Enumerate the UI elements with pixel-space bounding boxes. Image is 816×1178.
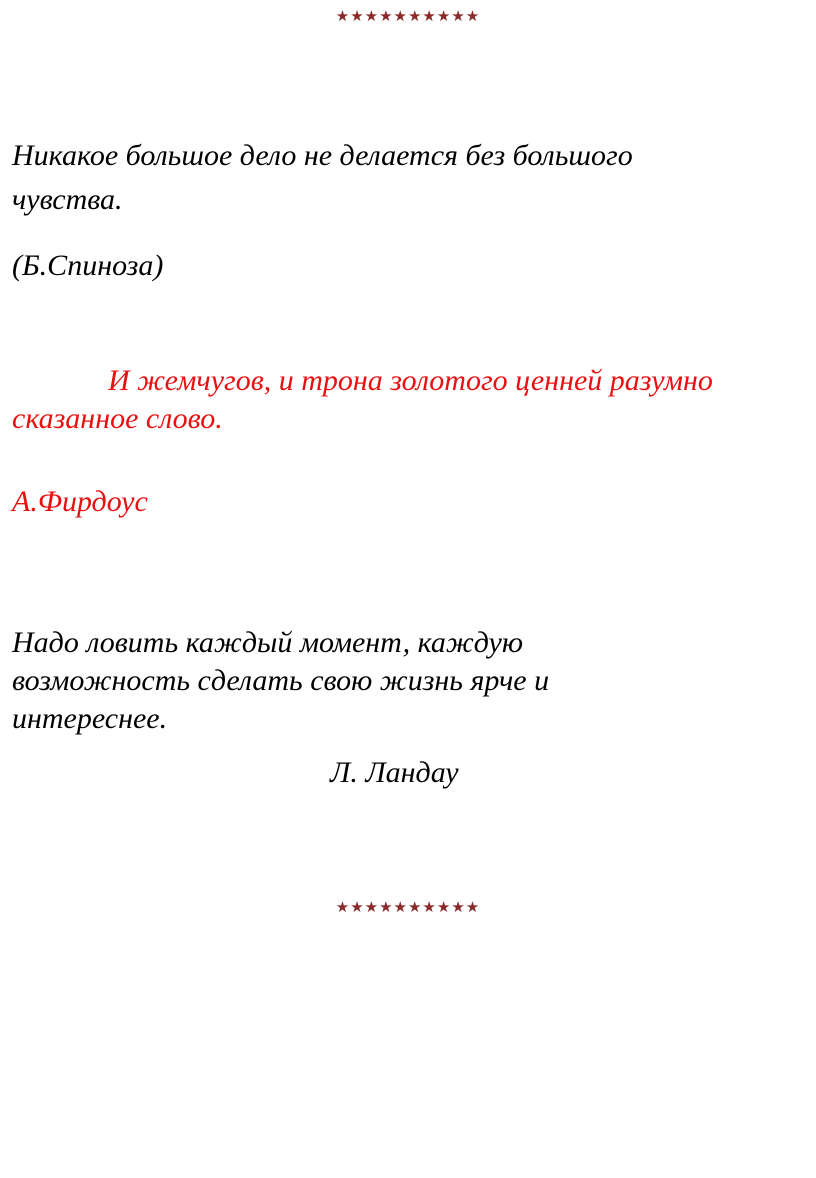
stars-divider-top: ★★★★★★★★★★ xyxy=(335,7,481,25)
quote-line: интереснее. xyxy=(12,702,168,735)
quote-spinoza xyxy=(12,134,812,222)
quote-landau xyxy=(12,624,672,738)
quote-line: И жемчугов, и трона золотого ценней разумно xyxy=(108,364,713,397)
quote-line: чувства. xyxy=(12,183,123,216)
quote-author-firdousi: А.Фирдоус xyxy=(12,485,148,518)
quote-line: сказанное слово. xyxy=(12,402,223,435)
stars-divider-bottom: ★★★★★★★★★★ xyxy=(335,898,481,916)
quote-line: возможность сделать свою жизнь ярче и xyxy=(12,664,550,697)
quote-line: Никакое большое дело не делается без большого xyxy=(12,139,633,172)
quote-firdousi xyxy=(12,362,812,438)
quote-author-spinoza: (Б.Спиноза) xyxy=(12,249,164,282)
quote-line: Надо ловить каждый момент, каждую xyxy=(12,626,524,659)
quote-author-landau: Л. Ландау xyxy=(330,756,459,789)
